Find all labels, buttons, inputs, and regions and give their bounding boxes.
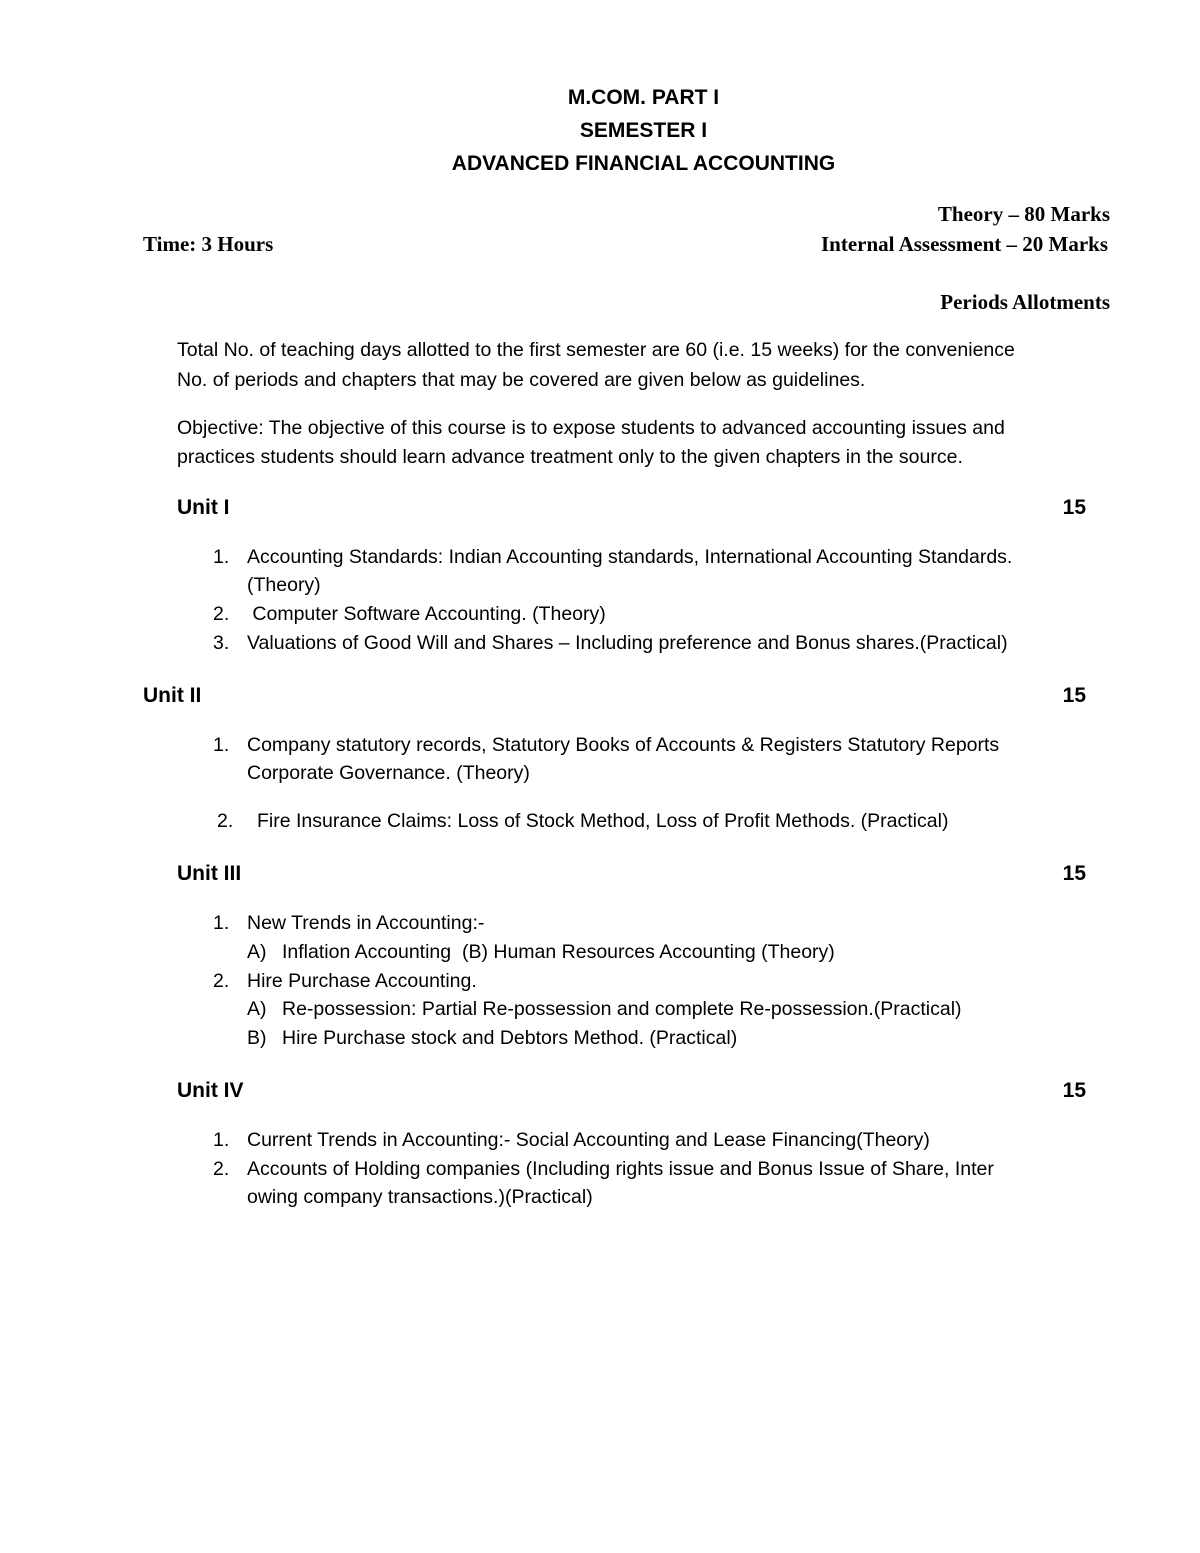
unit-3-item-1-sub-a-label: A) [247,941,267,963]
unit-3-title: Unit III [177,862,242,885]
intro-line-2: No. of periods and chapters that may be covered are given below as guidelines. [177,369,866,391]
unit-3-item-2-sub-a-label: A) [247,998,267,1020]
unit-2-item-1-text-cont: Corporate Governance. (Theory) [247,762,530,784]
periods-allotments-label: Periods Allotments [940,290,1110,314]
unit-4-item-1-text: Current Trends in Accounting:- Social Accounting and Lease Financing(Theory) [247,1129,930,1151]
unit-1-periods: 15 [1062,496,1086,519]
time-duration: Time: 3 Hours [143,232,274,256]
unit-4-item-1-number: 1. [213,1129,230,1151]
unit-1-item-1-number: 1. [213,546,230,568]
unit-3-item-2-number: 2. [213,970,230,992]
unit-4-item-2-text: Accounts of Holding companies (Including rights issue and Bonus Issue of Share, Inter [247,1158,994,1180]
unit-3-item-1-text: New Trends in Accounting:- [247,912,485,934]
objective-line-2: practices students should learn advance treatment only to the given chapters in the source. [177,446,963,468]
internal-assessment-marks: Internal Assessment – 20 Marks [821,232,1108,256]
unit-3-item-2-sub-b-label: B) [247,1027,267,1049]
unit-4-item-2-text-cont: owing company transactions.)(Practical) [247,1186,593,1208]
unit-2-title: Unit II [143,684,202,707]
unit-2-item-2-number: 2. [217,810,234,832]
unit-3-item-1-sub-a-text: Inflation Accounting (B) Human Resources Accounting (Theory) [282,941,835,963]
course-level-heading: M.COM. PART I [567,86,720,109]
unit-4-periods: 15 [1062,1079,1086,1102]
unit-2-item-1-text: Company statutory records, Statutory Books of Accounts & Registers Statutory Reports [247,734,1000,756]
unit-1-item-2-number: 2. [213,603,230,625]
unit-4-title: Unit IV [177,1079,244,1102]
unit-3-item-1-number: 1. [213,912,230,934]
unit-3-item-2-text: Hire Purchase Accounting. [247,970,477,992]
unit-2-periods: 15 [1062,684,1086,707]
unit-1-item-3-number: 3. [213,632,230,654]
semester-heading: SEMESTER I [579,119,708,142]
unit-3-item-2-sub-a-text: Re-possession: Partial Re-possession and complete Re-possession.(Practical) [282,998,962,1020]
unit-2-item-2-text: Fire Insurance Claims: Loss of Stock Method, Loss of Profit Methods. (Practical) [257,810,949,832]
theory-marks: Theory – 80 Marks [937,202,1110,226]
unit-1-item-1-text: Accounting Standards: Indian Accounting standards, International Accounting Standards. [247,546,1013,568]
unit-1-item-3-text: Valuations of Good Will and Shares – Including preference and Bonus shares.(Practical) [247,632,1008,654]
unit-3-item-2-sub-b-text: Hire Purchase stock and Debtors Method. (Practical) [282,1027,738,1049]
unit-1-item-2-text: Computer Software Accounting. (Theory) [247,603,606,625]
unit-2-item-1-number: 1. [213,734,230,756]
unit-1-item-1-text-cont: (Theory) [247,574,321,596]
intro-line-1: Total No. of teaching days allotted to the first semester are 60 (i.e. 15 weeks) for the convenience [177,339,1015,361]
objective-line-1: Objective: The objective of this course is to expose students to advanced accounting issues and [177,417,1005,439]
unit-1-title: Unit I [177,496,230,519]
unit-4-item-2-number: 2. [213,1158,230,1180]
unit-3-periods: 15 [1062,862,1086,885]
course-title-heading: ADVANCED FINANCIAL ACCOUNTING [451,152,836,175]
